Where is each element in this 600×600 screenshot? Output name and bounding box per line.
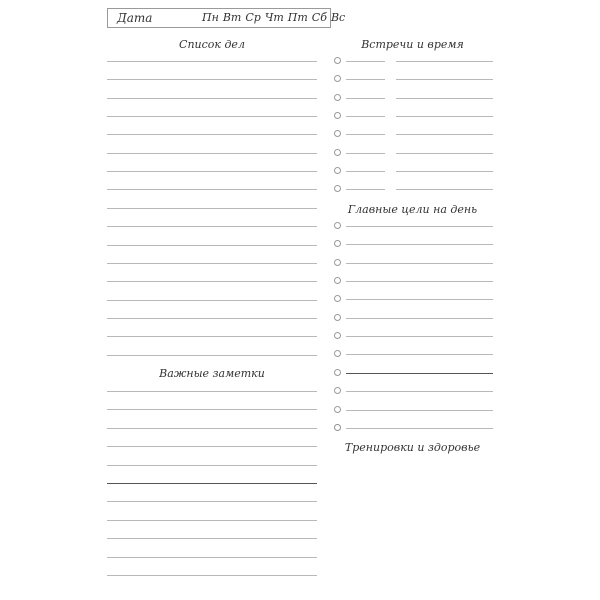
weekday-sat[interactable]: Сб bbox=[311, 11, 327, 24]
weekday-wed[interactable]: Ср bbox=[245, 11, 261, 24]
meeting-time-line[interactable] bbox=[346, 79, 385, 80]
goal-line[interactable] bbox=[346, 226, 493, 227]
goal-checkbox[interactable] bbox=[334, 406, 341, 413]
meeting-checkbox[interactable] bbox=[334, 149, 341, 156]
todo-line[interactable] bbox=[107, 281, 317, 282]
todo-line[interactable] bbox=[107, 300, 317, 301]
todo-line[interactable] bbox=[107, 171, 317, 172]
notes-line[interactable] bbox=[107, 575, 317, 576]
weekday-row bbox=[202, 11, 345, 24]
health-title: Тренировки и здоровье bbox=[344, 441, 481, 454]
notes-title: Важные заметки bbox=[159, 367, 265, 380]
meeting-checkbox[interactable] bbox=[334, 112, 341, 119]
todo-line[interactable] bbox=[107, 116, 317, 117]
meeting-line[interactable] bbox=[396, 61, 493, 62]
todo-line[interactable] bbox=[107, 98, 317, 99]
todo-line[interactable] bbox=[107, 208, 317, 209]
meeting-line[interactable] bbox=[396, 134, 493, 135]
meeting-checkbox[interactable] bbox=[334, 130, 341, 137]
meeting-time-line[interactable] bbox=[346, 116, 385, 117]
meeting-line[interactable] bbox=[396, 171, 493, 172]
goal-checkbox[interactable] bbox=[334, 295, 341, 302]
todo-title: Список дел bbox=[179, 38, 245, 51]
meeting-checkbox[interactable] bbox=[334, 57, 341, 64]
todo-line[interactable] bbox=[107, 61, 317, 62]
meeting-checkbox[interactable] bbox=[334, 75, 341, 82]
meeting-time-line[interactable] bbox=[346, 153, 385, 154]
goal-line[interactable] bbox=[346, 263, 493, 264]
goal-line[interactable] bbox=[346, 244, 493, 245]
goal-checkbox[interactable] bbox=[334, 424, 341, 431]
meeting-line[interactable] bbox=[396, 79, 493, 80]
todo-line[interactable] bbox=[107, 336, 317, 337]
meeting-checkbox[interactable] bbox=[334, 167, 341, 174]
goal-line[interactable] bbox=[346, 373, 493, 374]
meeting-line[interactable] bbox=[396, 189, 493, 190]
meeting-time-line[interactable] bbox=[346, 189, 385, 190]
weekday-thu[interactable]: Чт bbox=[264, 11, 284, 24]
meeting-time-line[interactable] bbox=[346, 61, 385, 62]
meeting-line[interactable] bbox=[396, 153, 493, 154]
goal-checkbox[interactable] bbox=[334, 350, 341, 357]
meeting-time-line[interactable] bbox=[346, 98, 385, 99]
goal-checkbox[interactable] bbox=[334, 369, 341, 376]
notes-line[interactable] bbox=[107, 428, 317, 429]
notes-line[interactable] bbox=[107, 391, 317, 392]
todo-line[interactable] bbox=[107, 79, 317, 80]
todo-line[interactable] bbox=[107, 318, 317, 319]
meeting-line[interactable] bbox=[396, 98, 493, 99]
goal-checkbox[interactable] bbox=[334, 332, 341, 339]
notes-line[interactable] bbox=[107, 483, 317, 484]
goal-checkbox[interactable] bbox=[334, 277, 341, 284]
goal-checkbox[interactable] bbox=[334, 240, 341, 247]
notes-line[interactable] bbox=[107, 501, 317, 502]
goal-line[interactable] bbox=[346, 428, 493, 429]
meeting-checkbox[interactable] bbox=[334, 94, 341, 101]
weekday-sun[interactable]: Вс bbox=[330, 11, 346, 24]
date-label: Дата bbox=[117, 11, 153, 25]
meetings-title: Встречи и время bbox=[361, 38, 464, 51]
goal-line[interactable] bbox=[346, 410, 493, 411]
todo-line[interactable] bbox=[107, 153, 317, 154]
goals-title: Главные цели на день bbox=[347, 203, 478, 216]
weekday-fri[interactable]: Пт bbox=[287, 11, 308, 24]
notes-line[interactable] bbox=[107, 465, 317, 466]
todo-line[interactable] bbox=[107, 355, 317, 356]
meeting-time-line[interactable] bbox=[346, 171, 385, 172]
notes-line[interactable] bbox=[107, 538, 317, 539]
todo-line[interactable] bbox=[107, 226, 317, 227]
date-box[interactable] bbox=[107, 8, 346, 28]
goal-checkbox[interactable] bbox=[334, 387, 341, 394]
goal-line[interactable] bbox=[346, 354, 493, 355]
notes-line[interactable] bbox=[107, 446, 317, 447]
goal-line[interactable] bbox=[346, 299, 493, 300]
goal-line[interactable] bbox=[346, 318, 493, 319]
todo-line[interactable] bbox=[107, 134, 317, 135]
goal-checkbox[interactable] bbox=[334, 222, 341, 229]
notes-line[interactable] bbox=[107, 557, 317, 558]
goal-line[interactable] bbox=[346, 391, 493, 392]
weekday-mon[interactable]: Пн bbox=[202, 11, 219, 24]
notes-line[interactable] bbox=[107, 409, 317, 410]
meeting-line[interactable] bbox=[396, 116, 493, 117]
goal-checkbox[interactable] bbox=[334, 259, 341, 266]
goal-line[interactable] bbox=[346, 336, 493, 337]
weekday-tue[interactable]: Вт bbox=[222, 11, 242, 24]
meeting-checkbox[interactable] bbox=[334, 185, 341, 192]
goal-line[interactable] bbox=[346, 281, 493, 282]
goal-checkbox[interactable] bbox=[334, 314, 341, 321]
notes-line[interactable] bbox=[107, 520, 317, 521]
todo-line[interactable] bbox=[107, 245, 317, 246]
todo-line[interactable] bbox=[107, 263, 317, 264]
meeting-time-line[interactable] bbox=[346, 134, 385, 135]
todo-line[interactable] bbox=[107, 189, 317, 190]
